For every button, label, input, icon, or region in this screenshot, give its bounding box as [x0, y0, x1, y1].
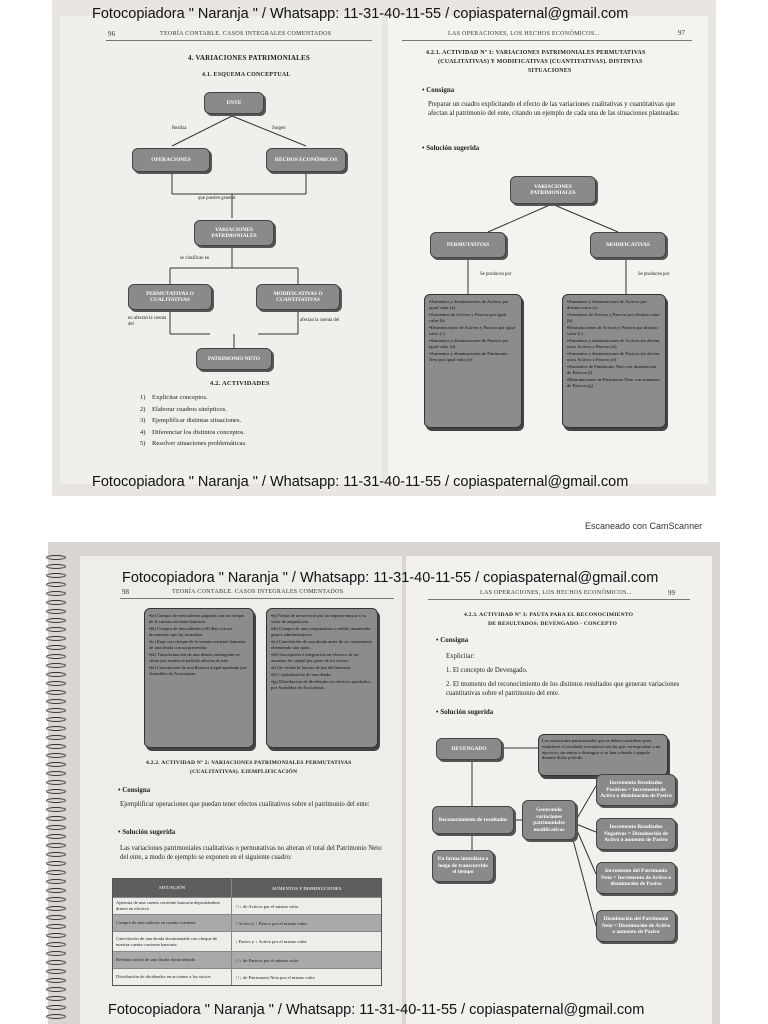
item-text: El concepto de Devengado.: [452, 667, 528, 674]
cell-situacion: Distribución de dividendos en acciones a los socios: [116, 974, 211, 980]
table-header: [113, 879, 381, 897]
activity-title: 4.2.3. ACTIVIDAD Nº 3: PAUTA PARA EL RECONOCIMIENTO: [464, 612, 634, 618]
node-ente: ENTE: [204, 92, 264, 114]
spiral-ring: [46, 618, 66, 623]
explicitar-label: Explicitar:: [446, 653, 475, 660]
node-hechos: HECHOS ECONÓMICOS: [266, 148, 346, 172]
spiral-ring: [46, 1014, 66, 1019]
spiral-ring: [46, 600, 66, 605]
consigna-text: Preparar un cuadro explicitando el efecto de las variaciones cualitativas y cuantitativas que afectan al patrimonio del ente, citando un ejemplo de cada una de las situaciones planteadas:: [428, 101, 680, 117]
spiral-ring: [46, 906, 66, 911]
column-header: AUMENTOS Y DISMINUCIONES: [231, 879, 381, 897]
spiral-ring: [46, 636, 66, 641]
spiral-ring: [46, 690, 66, 695]
spiral-ring: [46, 582, 66, 587]
spiral-ring: [46, 627, 66, 632]
consigna-label: • Consigna: [436, 636, 468, 644]
list-item: ▪ Aumentos de Activos y Pasivos por distinto valor (b): [567, 312, 661, 324]
examples-box-left: [144, 608, 254, 748]
running-head: LAS OPERACIONES, LOS HECHOS ECONÓMICOS...: [480, 590, 632, 596]
solucion-text: Las variaciones patrimoniales cualitativas o permutativas no alteran el total del Patrimonio Neto del ente, a modo de ejemplo se exponen en el siguiente cuadro:: [120, 845, 382, 861]
activity-item: 3) Ejemplificar distintas situaciones.: [140, 417, 242, 424]
activity-title: DE RESULTADOS: DEVENGADO - CONCEPTO: [488, 621, 618, 627]
folio: 97: [678, 29, 685, 37]
item-number: 2.: [446, 681, 452, 688]
label-se-producen-por: Se producen por: [480, 272, 512, 277]
spiral-ring: [46, 897, 66, 902]
activity-item: 1) Explicitar conceptos.: [140, 394, 208, 401]
list-item: ▪ (e) Se recibe la factura de luz del bimestre.: [271, 665, 373, 671]
consigna-label: • Consigna: [118, 786, 150, 794]
activities-list: [140, 392, 360, 450]
camscanner-watermark: Escaneado con CamScanner: [585, 521, 703, 531]
spiral-ring: [46, 744, 66, 749]
node-variaciones: VARIACIONES PATRIMONIALES: [510, 176, 596, 204]
list-item: ▪ Aumentos de Patrimonio Neto con disminución de Pasivos (f): [567, 364, 661, 376]
result-disminucion-pn: Disminución del Patrimonio Neto = Disminución de Activo o aumento de Pasivo: [596, 910, 676, 942]
examples-table: [112, 878, 382, 986]
label-se-producen-por: Se producen por: [638, 272, 670, 277]
spiral-ring: [46, 573, 66, 578]
list-item: ▪ (e) Constitución de una Reserva Legal aprobada por Asamblea de Accionistas.: [149, 665, 249, 677]
banner-top: Fotocopiadora " Naranja " / Whatsapp: 11-31-40-11-55 / copiaspaternal@gmail.com: [122, 570, 659, 586]
spiral-ring: [46, 825, 66, 830]
list-item: ▪ (c) Pago con cheque de la cuenta corriente bancaria de una deuda con un proveedor.: [149, 639, 249, 651]
table-row: [113, 968, 381, 985]
node-reconocimiento: Reconocimiento de resultados: [432, 806, 514, 834]
spiral-ring: [46, 654, 66, 659]
node-modificativas: MODIFICATIVAS: [590, 232, 666, 258]
running-head: TEORÍA CONTABLE. CASOS INTEGRALES COMENTADOS: [172, 589, 344, 595]
spiral-ring: [46, 861, 66, 866]
spiral-ring: [46, 726, 66, 731]
spiral-ring: [46, 807, 66, 812]
spiral-ring: [46, 699, 66, 704]
examples-box-right: [266, 608, 378, 748]
spiral-ring: [46, 564, 66, 569]
list-item: ▪ (d) Suscripción e integración en efectivo de un aumento de capital por parte de los socios.: [271, 652, 373, 664]
label-se-clasifican: se clasifican en: [180, 256, 210, 261]
list-item: ▪ Aumentos y disminuciones de Activos por distinto valor (a): [567, 299, 661, 311]
devengado-description: [538, 734, 668, 776]
spiral-ring: [46, 834, 66, 839]
spiral-ring: [46, 852, 66, 857]
page-97: [388, 16, 708, 484]
spiral-ring: [46, 951, 66, 956]
item-text: El momento del reconocimiento de los distintos resultados que generan variaciones cuantitativas sobre el patrimonio del ente.: [446, 681, 680, 697]
spiral-ring: [46, 879, 66, 884]
scan-top: [52, 0, 716, 496]
spiral-ring: [46, 969, 66, 974]
activity-title: (CUALITATIVAS). EJEMPLIFICACIÓN: [190, 769, 298, 775]
spiral-ring: [46, 645, 66, 650]
scan-bottom: [48, 542, 720, 1024]
solucion-label: • Solución sugerida: [118, 828, 175, 836]
list-item: ▪ (a) Venta de un servicio por un importe mayor a su valor de adquisición.: [271, 613, 373, 625]
spiral-ring: [46, 717, 66, 722]
item-number: 1.: [446, 667, 452, 674]
cell-situacion: Refinanciación de una deuda documentada: [116, 957, 195, 963]
spiral-ring: [46, 663, 66, 668]
banner-bottom: Fotocopiadora " Naranja " / Whatsapp: 11-31-40-11-55 / copiaspaternal@gmail.com: [108, 1002, 645, 1018]
label-afectan: afectan la cuenta del: [300, 318, 340, 323]
description-text: Las variaciones patrimoniales que se deben considerar para establecer el resultado económico son las que correspondan a un ejercicio, sin entrar a distinguir si se han cobrado o pagado durante dicho período.: [542, 738, 661, 761]
spiral-ring: [46, 978, 66, 983]
spiral-binding: [46, 555, 68, 1024]
list-item: ▪ (a) Compra de mercaderías pagadas con un cheque de la cuenta corriente bancaria.: [149, 613, 249, 625]
spiral-ring: [46, 591, 66, 596]
running-head: TEORÍA CONTABLE. CASOS INTEGRALES COMENTADOS: [160, 31, 332, 37]
spiral-ring: [46, 1005, 66, 1010]
list-item: ▪ Disminuciones de Activos y Pasivos por distinto valor (c): [567, 325, 661, 337]
banner-top: Fotocopiadora " Naranja " / Whatsapp: 11-31-40-11-55 / copiaspaternal@gmail.com: [92, 6, 629, 22]
list-item: ▪ Aumentos y disminuciones de Pasivos por igual valor (d): [429, 338, 517, 350]
result-negativos: Incremento Resultados Negativos = Disminución de Activo o aumento de Pasivo: [596, 818, 676, 850]
spiral-ring: [46, 996, 66, 1001]
label-surgen: Surgen: [272, 126, 286, 131]
label-que-pueden-generar: que pueden generar: [198, 196, 236, 201]
folio: 98: [122, 588, 129, 596]
node-modificativas: MODIFICATIVAS O CUANTITATIVAS: [256, 284, 340, 310]
cell-efecto: ↑ Activo y ↑ Pasivo por el mismo valor: [231, 915, 381, 931]
spiral-ring: [46, 789, 66, 794]
node-permutativas: PERMUTATIVAS O CUALITATIVAS: [128, 284, 212, 310]
cell-situacion: Compra de mercaderías en cuenta corriente: [116, 920, 196, 926]
folio: 99: [668, 589, 675, 597]
cell-situacion: Cancelación de una deuda documentada con cheque de nuestra cuenta corriente bancaria: [116, 935, 218, 947]
page-98: [80, 556, 402, 1024]
solucion-label: • Solución sugerida: [422, 144, 479, 152]
node-en-forma-inmediata: En forma inmediata o luego de transcurrido el tiempo: [432, 850, 494, 882]
cell-efecto: ↑↑↓ de Patrimonio Neto por el mismo valor: [231, 969, 381, 985]
activity-item: 4) Diferenciar los distintos conceptos.: [140, 428, 246, 436]
node-operaciones: OPERACIONES: [132, 148, 210, 172]
activity-title: 4.2.1. ACTIVIDAD Nº 1: VARIACIONES PATRIMONIALES PERMUTATIVAS: [426, 50, 646, 56]
activity-item: 2) Elaborar cuadros sinópticos.: [140, 405, 227, 413]
node-permutativas: PERMUTATIVAS: [430, 232, 506, 258]
running-head: LAS OPERACIONES, LOS HECHOS ECONÓMICOS...: [448, 31, 600, 37]
list-item: ▪ Aumentos y disminuciones de Activos por igual valor (a): [429, 299, 517, 311]
spiral-ring: [46, 609, 66, 614]
banner-bottom: Fotocopiadora " Naranja " / Whatsapp: 11-31-40-11-55 / copiaspaternal@gmail.com: [92, 474, 629, 490]
activity-item: 5) Resolver situaciones problemáticas.: [140, 440, 247, 447]
result-incremento-pn: Incremento del Patrimonio Neto = Incremento de Activo o disminución de Pasivo: [596, 862, 676, 894]
activity-title: SITUACIONES: [528, 68, 572, 74]
spiral-ring: [46, 843, 66, 848]
subsection-title: 4.1. ESQUEMA CONCEPTUAL: [202, 72, 291, 78]
spiral-ring: [46, 762, 66, 767]
spiral-ring: [46, 672, 66, 677]
spiral-ring: [46, 888, 66, 893]
list-item: ▪ Disminuciones de Patrimonio Neto con aumentos de Pasivos (g): [567, 377, 661, 389]
list-item: ▪ (f) Capitalización de una deuda.: [271, 672, 373, 678]
column-header: SITUACIÓN: [158, 885, 186, 891]
list-item: ▪ Aumentos y disminuciones de Pasivos sin afectar otros Activos o Pasivos (e): [567, 351, 661, 363]
cell-efecto: ↓ Pasivo y ↓ Activo por el mismo valor: [231, 932, 381, 951]
spiral-ring: [46, 924, 66, 929]
node-patrimonio-neto: PATRIMONIO NETO: [196, 348, 272, 370]
spiral-ring: [46, 933, 66, 938]
node-variaciones: VARIACIONES PATRIMONIALES: [194, 220, 274, 246]
spiral-ring: [46, 798, 66, 803]
spiral-ring: [46, 555, 66, 560]
label-realiza: Realiza: [172, 126, 187, 131]
list-item: ▪ Aumentos de Activos y Pasivos por igual valor (b): [429, 312, 517, 324]
list-item: ▪ (d) Transformación de una deuda contingente en cierta por sentencia judicial adversa al ente.: [149, 652, 249, 664]
cell-efecto: ↑↑↓ de Activos por el mismo valor: [231, 898, 381, 914]
label-no-afectan: no afectan la cuenta del: [128, 316, 167, 327]
node-generando: Generando variaciones patrimoniales modificativas: [522, 800, 576, 840]
list-item: ▪ (b) Compra de mercaderías a 60 días con un documento que las formaliza.: [149, 626, 249, 638]
section-title: 4. VARIACIONES PATRIMONIALES: [188, 54, 310, 62]
solucion-label: • Solución sugerida: [436, 708, 493, 716]
spiral-ring: [46, 942, 66, 947]
list-permutativas: [424, 294, 522, 428]
activities-title: 4.2. ACTIVIDADES: [210, 380, 270, 387]
page-96: [60, 16, 382, 484]
table-row: [113, 951, 381, 968]
header-rule: [120, 598, 394, 599]
spiral-ring: [46, 771, 66, 776]
spiral-ring: [46, 987, 66, 992]
list-item: ▪ (c) Cancelación de una deuda antes de su vencimiento obteniendo una quita.: [271, 639, 373, 651]
spiral-ring: [46, 753, 66, 758]
list-item: ▪ Aumentos y disminuciones de Activos sin afectar otros Activos o Pasivos (d): [567, 338, 661, 350]
list-item: ▪ Disminuciones de Activos y Pasivos por igual valor (c): [429, 325, 517, 337]
activity-title: (CUALITATIVAS) Y MODIFICATIVAS (CUANTITATIVAS). DISTINTAS: [438, 59, 643, 65]
spiral-ring: [46, 915, 66, 920]
table-row: [113, 914, 381, 931]
page-99: [406, 556, 712, 1024]
table-row: [113, 897, 381, 914]
spiral-ring: [46, 735, 66, 740]
consigna-label: • Consigna: [422, 86, 454, 94]
spiral-ring: [46, 960, 66, 965]
list-item: ▪ (g) Distribución de dividendos en efectivo aprobados por Asamblea de Accionistas.: [271, 679, 373, 691]
spiral-ring: [46, 708, 66, 713]
list-modificativas: [562, 294, 666, 428]
cell-efecto: ↑↑↓ de Pasivos por el mismo valor: [231, 952, 381, 968]
spiral-ring: [46, 870, 66, 875]
list-item: ▪ (b) Compra de una computadora a crédito asumiendo gastos administrativos.: [271, 626, 373, 638]
list-item: ▪ Aumentos y disminuciones de Patrimonio Neto por igual valor (e): [429, 351, 517, 363]
cell-situacion: Apertura de una cuenta corriente bancaria depositándose dinero en efectivo: [116, 900, 221, 911]
spiral-ring: [46, 681, 66, 686]
consigna-text: Ejemplificar operaciones que puedan tener efectos cualitativos sobre el patrimonio del ente:: [120, 801, 370, 808]
node-devengado: DEVENGADO: [436, 738, 502, 760]
spiral-ring: [46, 780, 66, 785]
folio: 96: [108, 30, 116, 38]
spiral-ring: [46, 816, 66, 821]
table-row: [113, 931, 381, 951]
activity-title: 4.2.2. ACTIVIDAD Nº 2: VARIACIONES PATRIMONIALES PERMUTATIVAS: [146, 760, 352, 766]
result-positivos: Incremento Resultados Positivos = Incremento de Activo o disminución de Pasivo: [596, 774, 676, 806]
